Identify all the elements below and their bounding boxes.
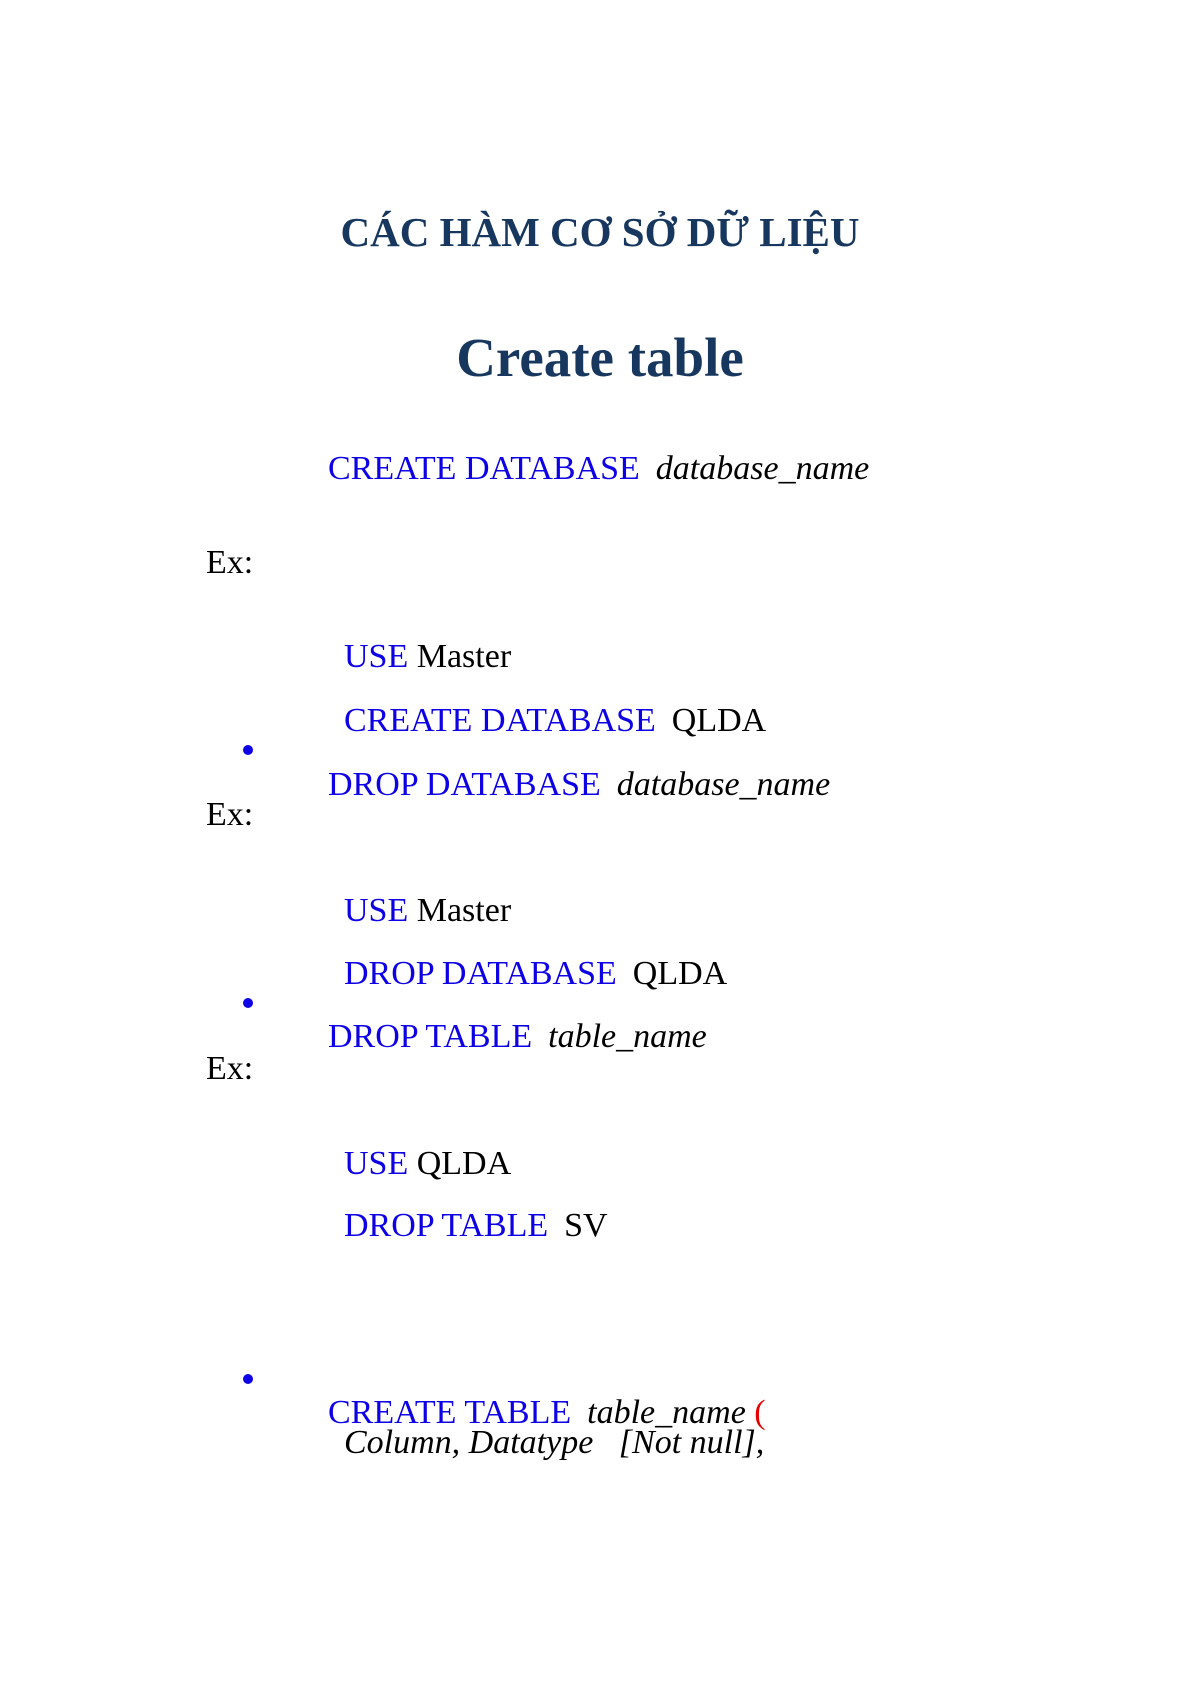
example-label: Ex: <box>206 544 254 581</box>
code-line <box>310 1175 608 1277</box>
keyword: CREATE TABLE <box>328 1394 572 1431</box>
argument: database_name <box>616 766 831 803</box>
argument: table_name <box>548 1018 707 1055</box>
bullet-icon <box>243 998 253 1008</box>
keyword: USE <box>344 1145 409 1182</box>
keyword: USE <box>344 892 409 929</box>
page-title: CÁC HÀM CƠ SỞ DỮ LIỆU <box>340 209 860 255</box>
example-label: Ex: <box>206 1050 254 1087</box>
keyword: USE <box>344 638 409 675</box>
argument: SV <box>564 1207 608 1244</box>
argument: Master <box>416 638 512 675</box>
argument: table_name <box>587 1394 746 1431</box>
example-label: Ex: <box>206 796 254 833</box>
keyword: DROP DATABASE <box>328 766 601 803</box>
argument: Master <box>416 892 512 929</box>
argument: QLDA <box>632 955 728 992</box>
argument: database_name <box>655 450 870 487</box>
column-definition: Column, Datatype [Not null], <box>344 1424 765 1461</box>
keyword: DROP TABLE <box>328 1018 533 1055</box>
keyword: CREATE DATABASE <box>344 702 656 739</box>
bullet-icon <box>243 1374 253 1384</box>
syntax-drop-database <box>294 734 830 836</box>
keyword: DROP TABLE <box>344 1207 549 1244</box>
syntax-drop-table <box>294 986 707 1088</box>
keyword: CREATE DATABASE <box>328 450 640 487</box>
syntax-create-database <box>294 418 869 520</box>
keyword: DROP DATABASE <box>344 955 617 992</box>
argument: QLDA <box>416 1145 512 1182</box>
open-paren: ( <box>754 1394 766 1431</box>
section-heading: Create table <box>456 327 744 388</box>
bullet-icon <box>243 745 253 755</box>
argument: QLDA <box>671 702 767 739</box>
